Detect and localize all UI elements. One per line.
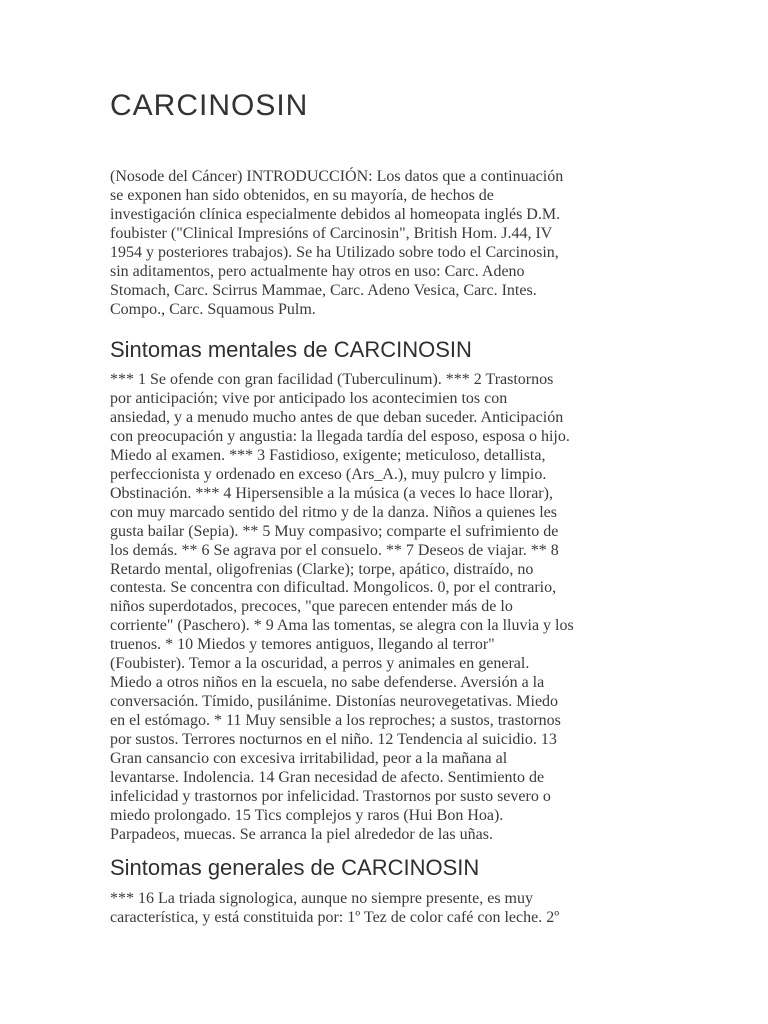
text-line: sin aditamentos, pero actualmente hay otros en uso: Carc. Adeno (110, 262, 525, 280)
text-line: (Nosode del Cáncer) INTRODUCCIÓN: Los datos que a continuación (110, 168, 564, 185)
text-line: ansiedad, y a menudo mucho antes de que deban suceder. Anticipación (110, 408, 564, 426)
text-line: miedo prolongado. 15 Tics complejos y raros (Hui Bon Hoa). (110, 806, 504, 824)
document-title: CARCINOSIN (110, 89, 309, 122)
text-line: se exponen han sido obtenidos, en su mayoría, de hechos de (110, 186, 494, 204)
text-line: gusta bailar (Sepia). ** 5 Muy compasivo; comparte el sufrimiento de (110, 522, 559, 540)
text-line: Miedo al examen. *** 3 Fastidioso, exigente; meticuloso, detallista, (110, 446, 546, 464)
text-line: por sustos. Terrores nocturnos en el niño. 12 Tendencia al suicidio. 13 (110, 731, 557, 749)
text-line: *** 16 La triada signologica, aunque no siempre presente, es muy (110, 890, 533, 907)
text-line: con preocupación y angustia: la llegada tardía del esposo, esposa o hijo. (110, 427, 570, 445)
mental-symptoms-paragraph (110, 371, 662, 845)
intro-paragraph (110, 168, 662, 320)
text-line: Retardo mental, oligofrenias (Clarke); torpe, apático, distraído, no (110, 560, 534, 578)
text-line: característica, y está constituida por: 1º Tez de color café con leche. 2º (110, 908, 560, 926)
text-line: contesta. Se concentra con dificultad. Mongolicos. 0, por el contrario, (110, 579, 557, 597)
text-line: *** 1 Se ofende con gran facilidad (Tuberculinum). *** 2 Trastornos (110, 371, 554, 388)
text-line: por anticipación; vive por anticipado los acontecimien tos con (110, 389, 508, 407)
text-line: infelicidad y trastornos por infelicidad. Trastornos por susto severo o (110, 787, 551, 805)
text-line: Parpadeos, muecas. Se arranca la piel alrededor de las uñas. (110, 825, 493, 843)
text-line: Gran cansancio con excesiva irritabilidad, peor a la mañana al (110, 750, 508, 768)
text-line: foubister ("Clinical Impresións of Carcinosin", British Hom. J.44, IV (110, 224, 553, 242)
text-line: Compo., Carc. Squamous Pulm. (110, 300, 316, 318)
text-line: Obstinación. *** 4 Hipersensible a la música (a veces lo hace llorar), (110, 484, 553, 502)
text-line: truenos. * 10 Miedos y temores antiguos, llegando al terror" (110, 636, 495, 654)
text-line: niños superdotados, precoces, "que parecen entender más de lo (110, 598, 513, 616)
text-line: investigación clínica especialmente debidos al homeopata inglés D.M. (110, 205, 561, 223)
general-symptoms-heading: Sintomas generales de CARCINOSIN (110, 855, 480, 880)
general-symptoms-paragraph (110, 890, 662, 928)
text-line: corriente" (Paschero). * 9 Ama las tomentas, se alegra con la lluvia y los (110, 617, 574, 635)
text-line: (Foubister). Temor a la oscuridad, a perros y animales en general. (110, 655, 530, 673)
text-line: conversación. Tímido, pusilánime. Distonías neurovegetativas. Miedo (110, 693, 559, 711)
text-line: en el estómago. * 11 Muy sensible a los reproches; a sustos, trastornos (110, 712, 561, 730)
text-line: levantarse. Indolencia. 14 Gran necesidad de afecto. Sentimiento de (110, 769, 545, 787)
text-line: Stomach, Carc. Scirrus Mammae, Carc. Adeno Vesica, Carc. Intes. (110, 281, 537, 299)
text-line: perfeccionista y ordenado en exceso (Ars_A.), muy pulcro y limpio. (110, 465, 547, 483)
mental-symptoms-heading: Sintomas mentales de CARCINOSIN (110, 337, 472, 362)
text-line: los demás. ** 6 Se agrava por el consuelo. ** 7 Deseos de viajar. ** 8 (110, 541, 559, 559)
text-line: con muy marcado sentido del ritmo y de la danza. Niños a quienes les (110, 503, 557, 521)
text-line: 1954 y posteriores trabajos). Se ha Utilizado sobre todo el Carcinosin, (110, 243, 559, 261)
text-line: Miedo a otros niños en la escuela, no sabe defenderse. Aversión a la (110, 674, 545, 692)
